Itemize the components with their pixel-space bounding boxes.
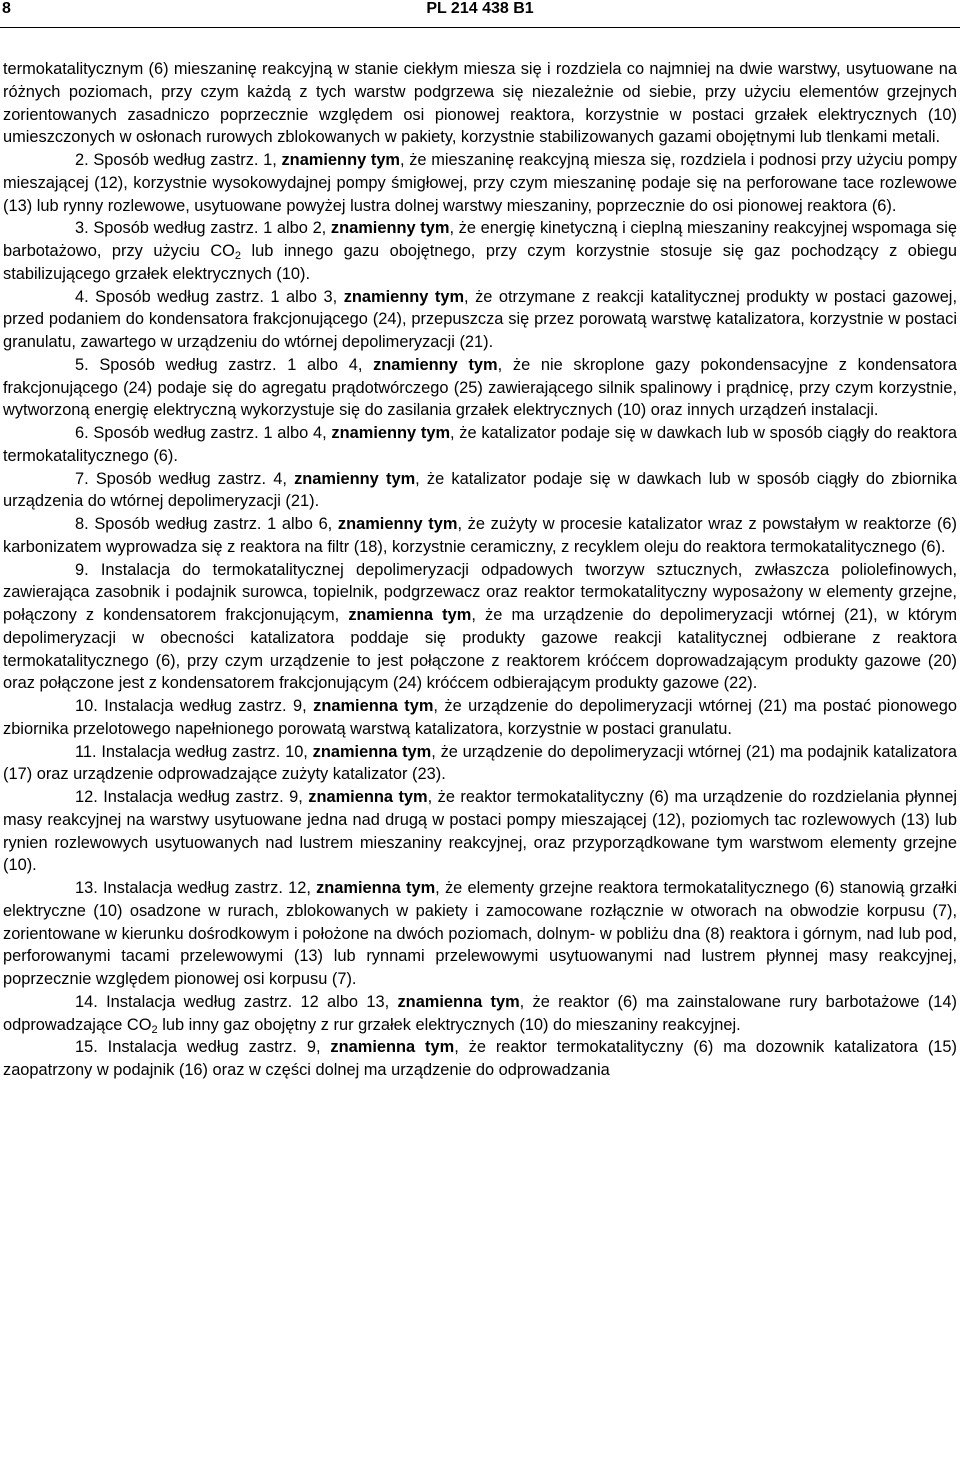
claim-keyword: znamienny tym	[343, 287, 465, 306]
subscript: 2	[151, 1023, 158, 1036]
claim-keyword: znamienny tym	[294, 469, 416, 488]
claim-paragraph	[3, 741, 957, 787]
paragraph-text: 8. Sposób według zastrz. 1 albo 6,	[75, 515, 338, 533]
paragraph-text: lub inny gaz obojętny z rur grzałek elektrycznych (10) do mieszaniny reakcyjnej.	[157, 1015, 741, 1034]
paragraph-text: , że katalizator podaje się w dawkach lub w sposób ciągły do zbiornika urządzenia do wtórnej depolimeryzacji (21).	[3, 469, 957, 511]
claim-keyword: znamienny tym	[373, 355, 498, 374]
claim-paragraph	[3, 354, 957, 422]
claim-keyword: znamienny tym	[331, 424, 451, 442]
claim-keyword: znamienna tym	[312, 742, 432, 761]
paragraph-text: , że ma urządzenie do depolimeryzacji wtórnej (21), w którym depolimeryzacji w obecności katalizatora poddaje się produkty gazowe reakcji katalitycznej odbierane z reaktora termokatalitycznego (6), przy czym urządzenie to jest połączone z reaktorem króćcem doprowadzającym produkty gazowe (20) oraz połączone jest z kondensatorem frakcjonującym (24) króćcem odbierającym produkty gazowe (22).	[3, 606, 957, 693]
paragraph-text: 7. Sposób według zastrz. 4,	[75, 469, 295, 488]
paragraph-text: 6. Sposób według zastrz. 1 albo 4,	[75, 424, 332, 442]
paragraph-text: 2. Sposób według zastrz. 1,	[75, 151, 282, 169]
claim-paragraph	[3, 422, 957, 468]
paragraph-text: termokatalitycznym (6) mieszaninę reakcyjną w stanie ciekłym miesza się i rozdziela co najmniej na dwie warstwy, usytuowane na różnych poziomach, przy czym każdą z tych warstw podgrzewa się niezależnie od siebie, przy użyciu elementów grzejnych zorientowanych zasadniczo poprzecznie względem osi pionowej reaktora, korzystnie w postaci grzałek elektrycznych (10) umieszczonych w osłonach rurowych zblokowanych w pakiety, korzystnie stabilizowanych gazami obojętnymi lub tlenkami metali.	[3, 60, 957, 147]
paragraph-text: 3. Sposób według zastrz. 1 albo 2,	[75, 219, 331, 238]
claim-paragraph	[3, 149, 957, 217]
paragraph-text: , że reaktor (6) ma zainstalowane rury barbotażowe (14) odprowadzające CO	[3, 992, 958, 1034]
paragraph-text: , że energię kinetyczną i cieplną mieszaniny reakcyjnej wspomaga się barbotażowo, przy użyciu CO	[3, 219, 957, 260]
document-body	[3, 58, 957, 1082]
claim-keyword: znamienna tym	[316, 879, 436, 897]
claim-paragraph	[3, 786, 957, 877]
subscript: 2	[234, 250, 242, 262]
claim-paragraph	[3, 559, 957, 696]
page-header	[0, 0, 960, 20]
claim-keyword: znamienna tym	[313, 697, 434, 715]
claim-keyword: znamienny tym	[330, 219, 450, 238]
paragraph-text: 4. Sposób według zastrz. 1 albo 3,	[75, 287, 344, 306]
claim-paragraph	[3, 991, 957, 1037]
paragraph-text: 12. Instalacja według zastrz. 9,	[75, 788, 309, 806]
paragraph-text: 11. Instalacja według zastrz. 10,	[75, 742, 313, 761]
claim-paragraph	[3, 695, 957, 741]
claim-keyword: znamienny tym	[281, 151, 401, 169]
paragraph-text: , że urządzenie do depolimeryzacji wtórnej (21) ma podajnik katalizatora (17) oraz urządzenie odprowadzające zużyty katalizator (23).	[3, 742, 957, 784]
paragraph-text: , że katalizator podaje się w dawkach lub w sposób ciągły do reaktora termokatalitycznego (6).	[3, 424, 957, 465]
paragraph-text: , że nie skroplone gazy pokondensacyjne z kondensatora frakcjonującego (24) podaje się do agregatu prądotwórczego (25) zawierającego silnik spalinowy i prądnicę, przy czym korzystnie, wytworzoną energię elektryczną wykorzystuje się do zasilania grzałek elektrycznych (10) oraz innych urządzeń instalacji.	[3, 355, 957, 420]
paragraph-text: lub innego gazu obojętnego, przy czym korzystnie stosuje się gaz pochodzący z obiegu stabilizującego grzałek elektrycznych (10).	[3, 242, 957, 283]
claim-paragraph	[3, 513, 957, 559]
page-number: 8	[2, 0, 11, 17]
claim-keyword: znamienna tym	[348, 606, 472, 624]
paragraph-text: , że otrzymane z reakcji katalitycznej produkty w postaci gazowej, przed podaniem do kondensatora frakcjonującego (24), przepuszcza się przez porowatą warstwę katalizatora, korzystnie w postaci granulatu, zawartego w urządzeniu do wtórnej depolimeryzacji (21).	[3, 287, 958, 351]
paragraph-text: , że elementy grzejne reaktora termokatalitycznego (6) stanowią grzałki elektryczne (10) osadzone w rurach, zblokowanych w pakiety i zamocowane rozłącznie w otworach na obwodzie korpusu (7), zorientowane w kierunku dośrodkowym i położone na dwóch poziomach, dolnym- w pobliżu dna (8) reaktora i górnym, nad lub pod, perforowanymi tacami przelewowymi (13) lub rynnami przelewowymi usytuowanymi nad lustrem płynnej masy reakcyjnej, poprzecznie względem pionowej osi korpusu (7).	[3, 879, 957, 988]
paragraph-text: , że zużyty w procesie katalizator wraz z powstałym w reaktorze (6) karbonizatem wyprowadza się z reaktora na filtr (18), korzystnie ceramiczny, z recyklem oleju do reaktora termokatalitycznego (6).	[3, 515, 957, 556]
claim-paragraph	[3, 217, 957, 285]
claim-paragraph	[3, 877, 957, 991]
claim-keyword: znamienna tym	[330, 1038, 455, 1057]
paragraph-text: 9. Instalacja do termokatalitycznej depolimeryzacji odpadowych tworzyw sztucznych, zwłaszcza poliolefinowych, zawierająca zasobnik i podajnik surowca, topielnik, podgrzewacz oraz reaktor termokatalityczny wyposażony w elementy grzejne, połączony z kondensatorem frakcjonującym,	[3, 560, 957, 624]
paragraph-text: 15. Instalacja według zastrz. 9,	[75, 1038, 331, 1057]
paragraph-text: 10. Instalacja według zastrz. 9,	[75, 697, 314, 715]
claim-paragraph	[3, 468, 957, 514]
claim-paragraph	[3, 1036, 957, 1082]
claim-keyword: znamienny tym	[337, 515, 458, 533]
claim-keyword: znamienna tym	[397, 992, 520, 1011]
paragraph-text: 5. Sposób według zastrz. 1 albo 4,	[75, 355, 374, 374]
paragraph-text: , że urządzenie do depolimeryzacji wtórnej (21) ma postać pionowego zbiornika przelotowego napełnionego porowatą warstwą katalizatora, korzystnie w postaci granulatu.	[3, 697, 957, 738]
paragraph-continuation	[3, 58, 957, 149]
claim-paragraph	[3, 286, 957, 354]
claim-keyword: znamienna tym	[308, 788, 428, 806]
paragraph-text: , że mieszaninę reakcyjną miesza się, rozdziela i podnosi przy użyciu pompy mieszającej (12), korzystnie wysokowydajnej pompy śmigłowej, przy czym mieszaninę podaje się na perforowane tace rozlewowe (13) lub rynny rozlewowe, usytuowane powyżej lustra dolnej warstwy mieszaniny, poprzecznie do osi pionowej reaktora (6).	[3, 151, 957, 215]
paragraph-text: , że reaktor termokatalityczny (6) ma dozownik katalizatora (15) zaopatrzony w podajnik (16) oraz w części dolnej ma urządzenie do odprowadzania	[3, 1038, 957, 1079]
paragraph-text: 14. Instalacja według zastrz. 12 albo 13,	[75, 992, 398, 1011]
paragraph-text: 13. Instalacja według zastrz. 12,	[75, 879, 317, 897]
paragraph-text: , że reaktor termokatalityczny (6) ma urządzenie do rozdzielania płynnej masy reakcyjnej na warstwy usytuowane jedna nad drugą w postaci pompy mieszającej (12), poziomych tac rozlewowych (13) lub rynien rozlewowych usytuowanych nad lustrem mieszaniny reakcyjnej, oraz przyporządkowane tym warstwom elementy grzejne (10).	[3, 788, 957, 875]
header-rule	[0, 27, 960, 28]
document-id: PL 214 438 B1	[426, 0, 534, 17]
